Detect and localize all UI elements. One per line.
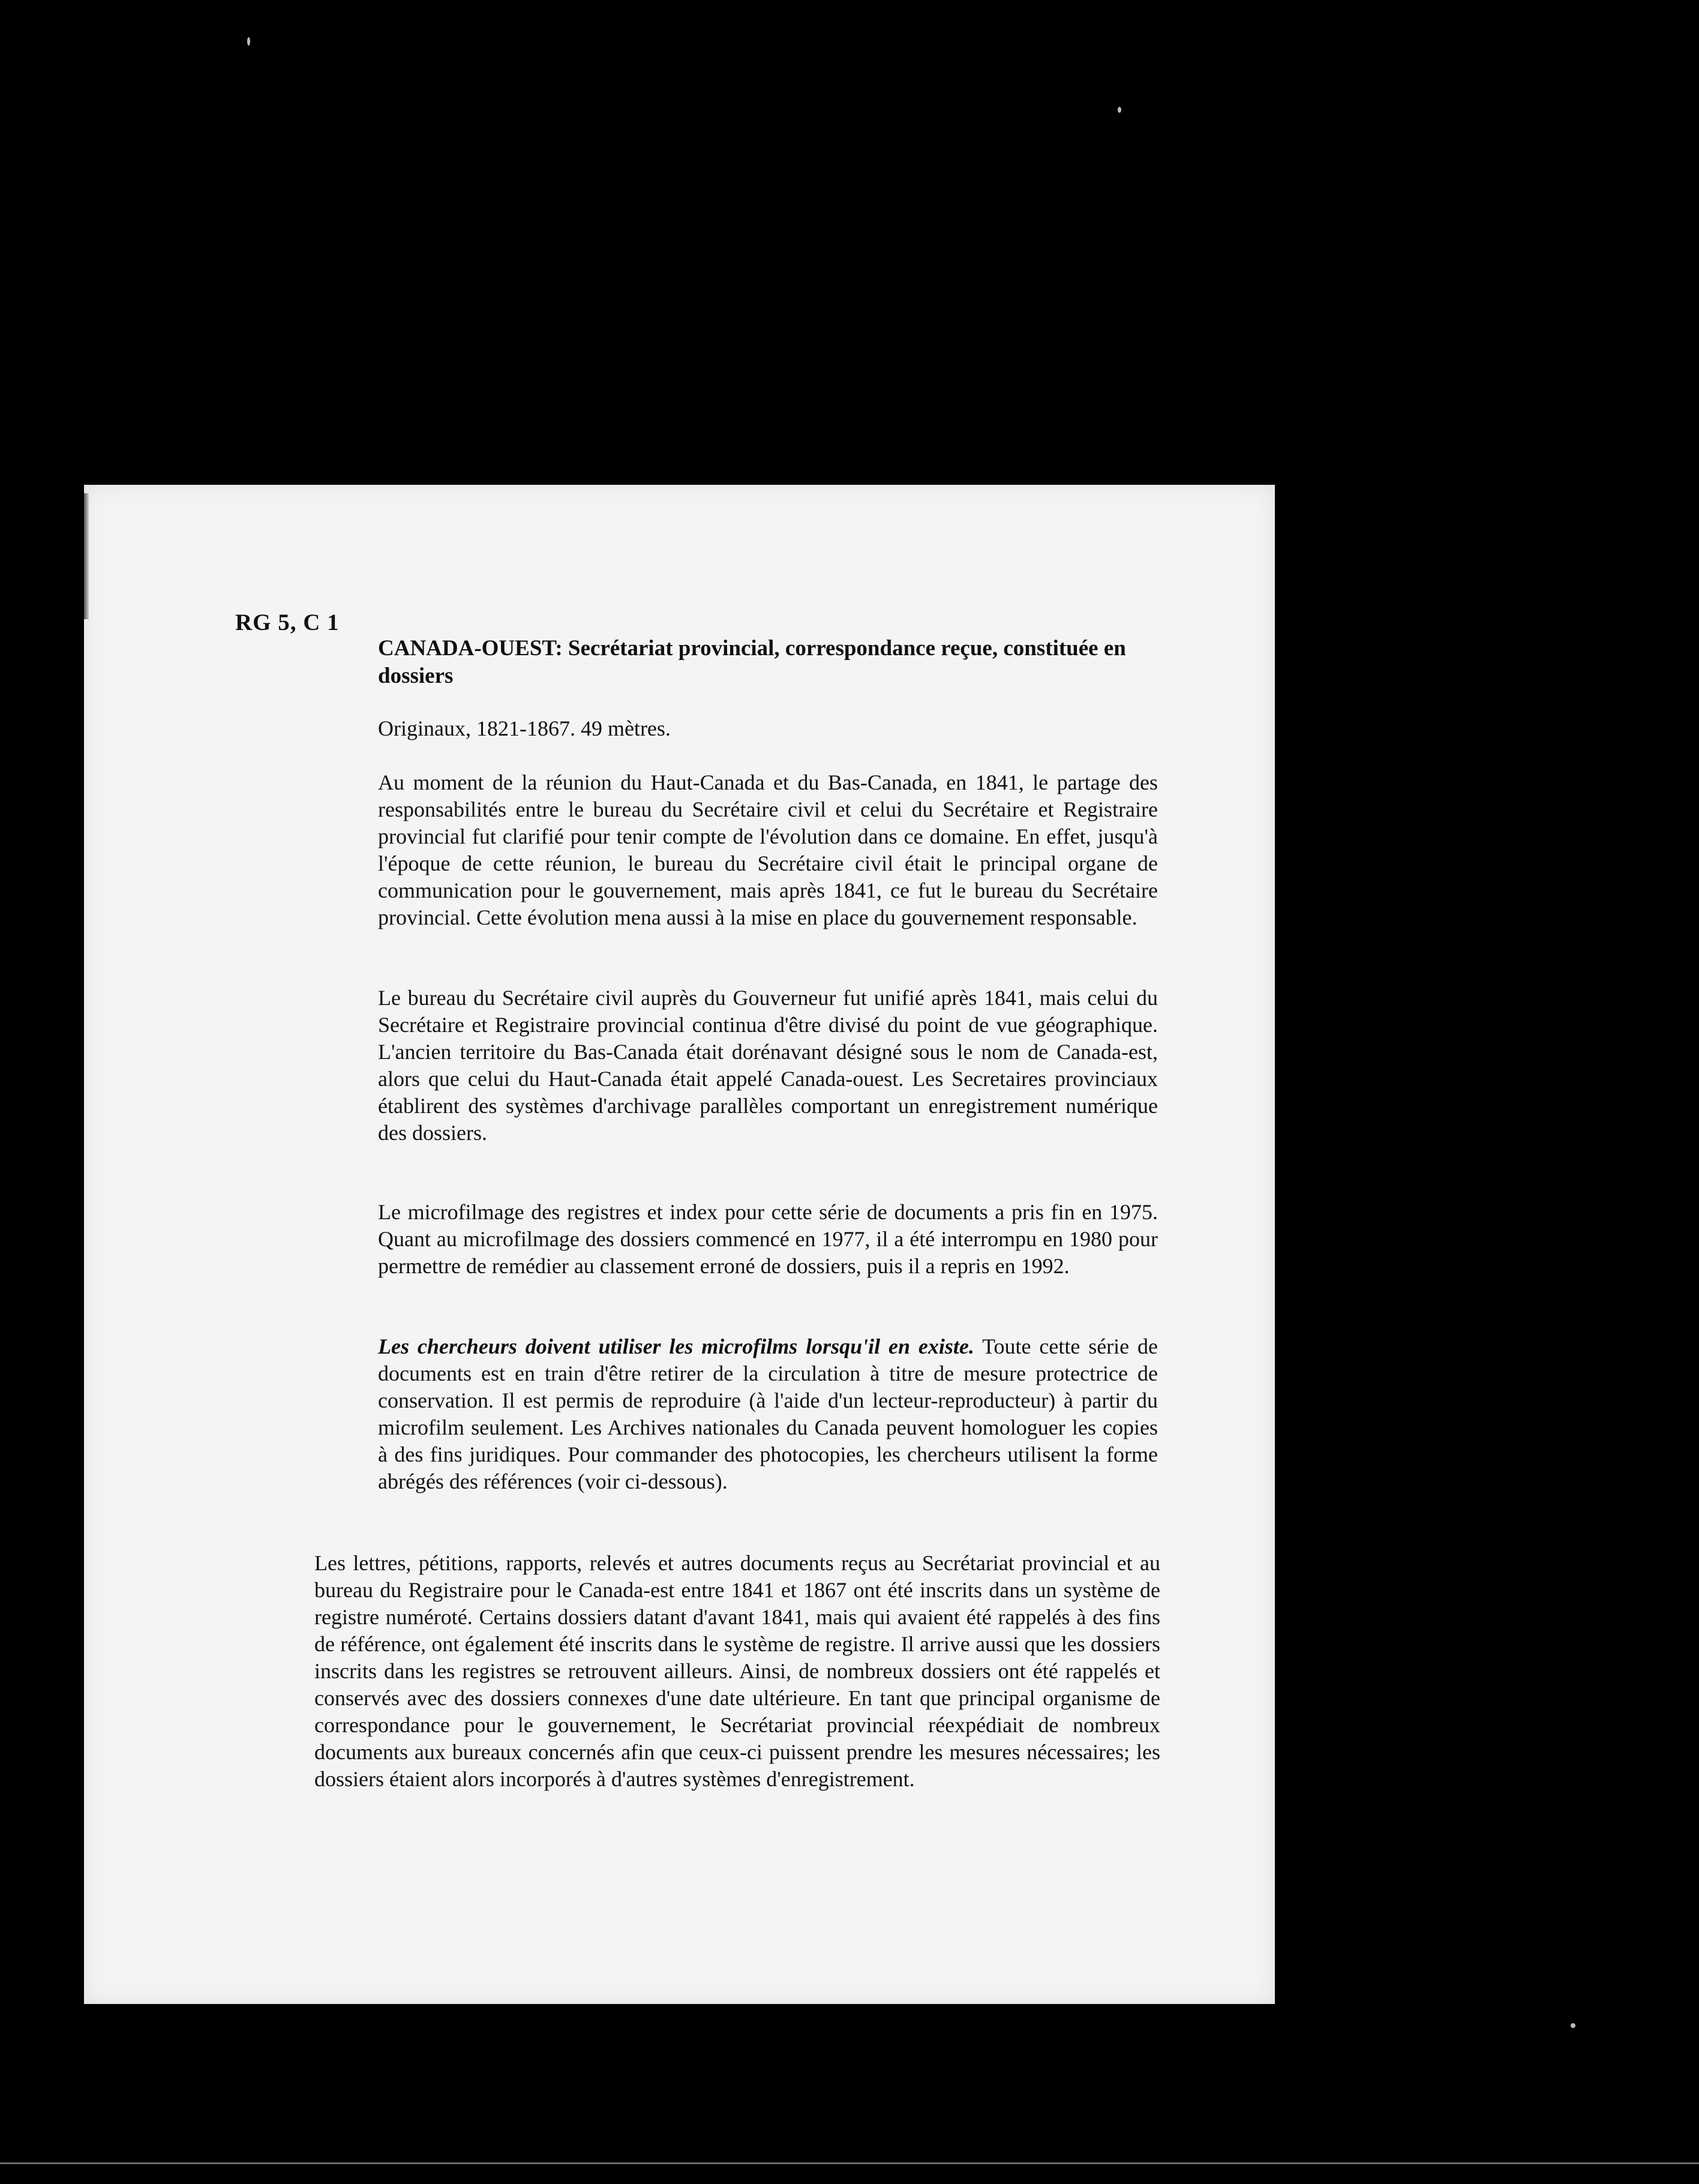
document-title: CANADA-OUEST: Secrétariat provincial, correspondance reçue, constituée en dossiers [378,636,1126,688]
paragraph-text: Le microfilmage des registres et index pour cette série de documents a pris fin en 1975. Quant au microfilmage des dossiers commencé en 1977, il a été interrompu en 1980 pour permettre de remédier au classement erroné de dossiers, puis il a repris en 1992. [378,1200,1158,1278]
reference-code: RG 5, C 1 [235,610,340,635]
paragraph-text [378,1333,1158,1495]
film-speck [1118,107,1121,113]
film-edge-line [0,2162,1699,2164]
page-edge-shadow [84,493,89,619]
film-speck [247,37,250,46]
paragraph-text: Les lettres, pétitions, rapports, relevés et autres documents reçus au Secrétariat provincial et au bureau du Registraire pour le Canada-est entre 1841 et 1867 ont été inscrits dans un système de registre numéroté. Certains dossiers datant d'avant 1841, mais qui avaient été rappelés à des fins de référence, ont également été inscrits dans le système de registre. Il arrive aussi que les dossiers inscrits dans les registres se retrouvent ailleurs. Ainsi, de nombreux dossiers ont été rappelés et conservés avec des dossiers connexes d'une date ultérieure. En tant que principal organisme de correspondance pour le gouvernement, le Secrétariat provincial réexpédiait de nombreux documents aux bureaux concernés afin que ceux-ci puissent prendre les mesures nécessaires; les dossiers étaient alors incorporés à d'autres systèmes d'enregistrement. [314,1551,1160,1791]
paragraph-researcher-note [378,1333,1158,1495]
extent-line: Originaux, 1821-1867. 49 mètres. [378,716,671,740]
emphasis-text: Les chercheurs doivent utiliser les microfilms lorsqu'il en existe. [378,1334,974,1358]
paragraph-text: Le bureau du Secrétaire civil auprès du Gouverneur fut unifié après 1841, mais celui du Secrétaire et Registraire provincial continua d'être divisé du point de vue géographique. L'ancien territoire du Bas-Canada était dorénavant désigné sous le nom de Canada-est, alors que celui du Haut-Canada était appelé Canada-ouest. Les Secretaires provinciaux établirent des systèmes d'archivage parallèles comportant un enregistrement numérique des dossiers. [378,986,1158,1145]
paragraph-organization [378,985,1158,1147]
paragraph-registry [314,1550,1160,1793]
paragraph-microfilming [378,1199,1158,1280]
note-text: Toute cette série de documents est en train d'être retirer de la circulation à titre de mesure protectrice de conservation. Il est permis de reproduire (à l'aide d'un lecteur-reproducteur) à partir du microfilm seulement. Les Archives nationales du Canada peuvent homologuer les copies à des fins juridiques. Pour commander des photocopies, les chercheurs utilisent la forme abrégés des références (voir ci-dessous). [378,1334,1158,1493]
film-speck [1571,2023,1575,2028]
paragraph-history [378,769,1158,931]
paragraph-text: Au moment de la réunion du Haut-Canada et du Bas-Canada, en 1841, le partage des responsabilités entre le bureau du Secrétaire civil et celui du Secrétaire et Registraire provincial fut clarifié pour tenir compte de l'évolution dans ce domaine. En effet, jusqu'à l'époque de cette réunion, le bureau du Secrétaire civil était le principal organe de communication pour le gouvernement, mais après 1841, ce fut le bureau du Secrétaire provincial. Cette évolution mena aussi à la mise en place du gouvernement responsable. [378,770,1158,929]
